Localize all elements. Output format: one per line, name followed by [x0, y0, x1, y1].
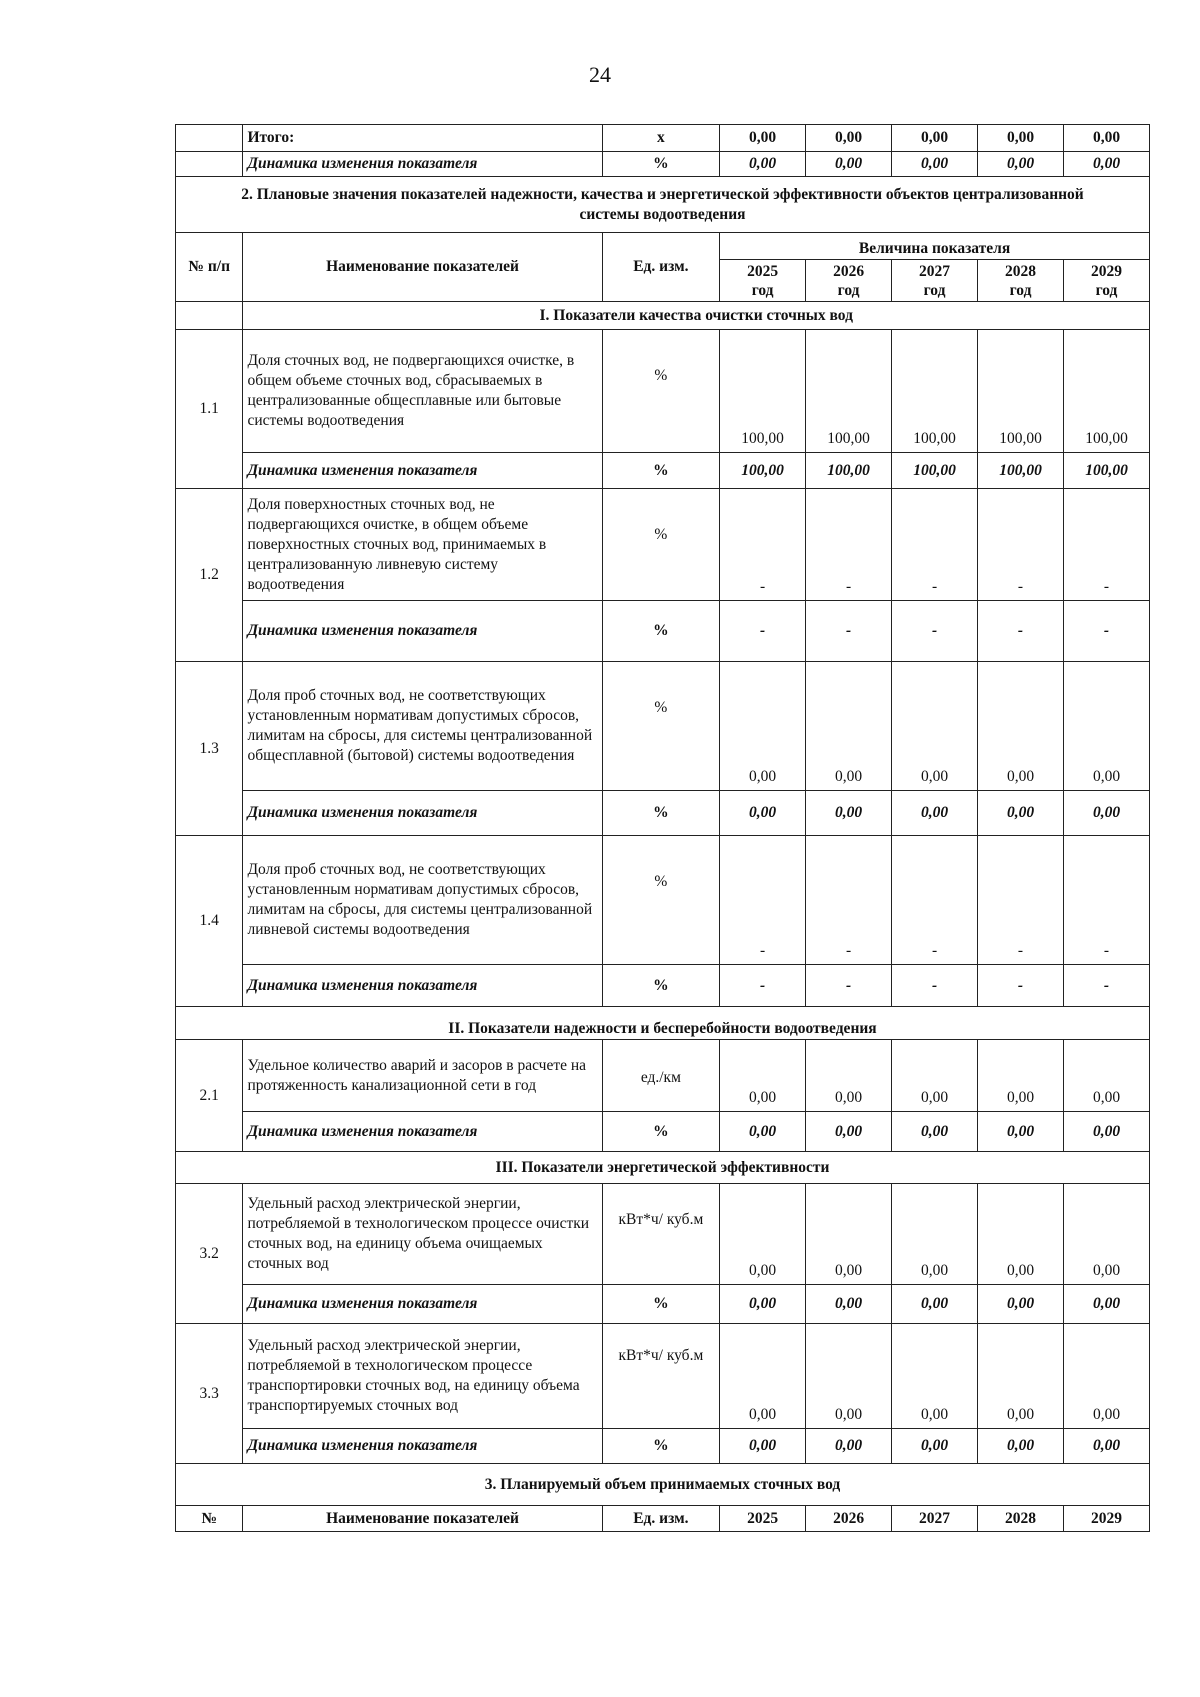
row-number: 1.2 — [176, 489, 243, 662]
indicator-value: - — [892, 489, 978, 601]
dynamics-value: 0,00 — [978, 1429, 1064, 1464]
indicator-unit: % — [602, 330, 720, 453]
section-3-header-unit: Ед. изм. — [602, 1506, 720, 1532]
dynamics-label: Динамика изменения показателя — [243, 791, 602, 836]
dynamics-value: - — [1064, 965, 1150, 1007]
total-value: 0,00 — [1064, 125, 1150, 152]
indicator-value: - — [1064, 836, 1150, 965]
row-number: 1.3 — [176, 662, 243, 836]
indicator-value: 0,00 — [720, 1184, 806, 1285]
dynamics-row — [176, 965, 1150, 1007]
group-3-title: III. Показатели энергетической эффективности — [176, 1152, 1150, 1184]
section-heading-row — [176, 177, 1150, 233]
indicator-value: 0,00 — [806, 1324, 892, 1429]
header-year: 2029 год — [1064, 260, 1150, 302]
dynamics-label: Динамика изменения показателя — [243, 453, 602, 489]
dynamics-label: Динамика изменения показателя — [243, 1112, 602, 1152]
page-number: 24 — [589, 62, 611, 87]
dynamics-label: Динамика изменения показателя — [243, 601, 602, 662]
indicator-row — [176, 1040, 1150, 1112]
indicator-unit: % — [602, 489, 720, 601]
dynamics-value: 100,00 — [892, 453, 978, 489]
section-3-header-year: 2029 — [1064, 1506, 1150, 1532]
dynamics-label: Динамика изменения показателя — [243, 1429, 602, 1464]
dynamics-value: 0,00 — [806, 152, 892, 177]
dynamics-value: 0,00 — [978, 791, 1064, 836]
dynamics-value: - — [892, 965, 978, 1007]
dynamics-unit: % — [602, 1285, 720, 1324]
dynamics-value: 0,00 — [1064, 152, 1150, 177]
group-2-title: II. Показатели надежности и бесперебойности водоотведения — [176, 1007, 1150, 1040]
indicator-value: - — [806, 489, 892, 601]
row-number: 1.4 — [176, 836, 243, 1007]
dynamics-unit: % — [602, 965, 720, 1007]
dynamics-value: 0,00 — [892, 1112, 978, 1152]
total-row — [176, 125, 1150, 152]
dynamics-value: 0,00 — [892, 1429, 978, 1464]
dynamics-value: 0,00 — [892, 1285, 978, 1324]
dynamics-value: 0,00 — [720, 791, 806, 836]
dynamics-value: 0,00 — [720, 1112, 806, 1152]
indicator-value: - — [978, 489, 1064, 601]
section-3-header-name: Наименование показателей — [243, 1506, 602, 1532]
dynamics-value: 0,00 — [806, 1112, 892, 1152]
dynamics-row — [176, 791, 1150, 836]
header-year: 2026 год — [806, 260, 892, 302]
indicator-unit: ед./км — [602, 1040, 720, 1112]
dynamics-value: 0,00 — [720, 1285, 806, 1324]
section-3-header-year: 2028 — [978, 1506, 1064, 1532]
indicator-value: 0,00 — [720, 662, 806, 791]
dynamics-value: 0,00 — [806, 791, 892, 836]
indicator-value: 0,00 — [1064, 1324, 1150, 1429]
dynamics-unit: % — [602, 601, 720, 662]
indicator-value: - — [892, 836, 978, 965]
section-3-header-year: 2027 — [892, 1506, 978, 1532]
header-year: 2027 год — [892, 260, 978, 302]
row-number: 1.1 — [176, 330, 243, 489]
dynamics-value: 100,00 — [978, 453, 1064, 489]
indicator-value: - — [1064, 489, 1150, 601]
dynamics-value: 0,00 — [1064, 791, 1150, 836]
total-value: 0,00 — [806, 125, 892, 152]
dynamics-value: 100,00 — [720, 453, 806, 489]
dynamics-value: 100,00 — [806, 453, 892, 489]
group-1-title: I. Показатели качества очистки сточных вод — [243, 302, 1150, 330]
dynamics-value: - — [720, 601, 806, 662]
indicator-value: - — [720, 489, 806, 601]
indicator-value: 0,00 — [806, 1040, 892, 1112]
indicator-row — [176, 1184, 1150, 1285]
dynamics-row — [176, 1429, 1150, 1464]
section-3-title: 3. Планируемый объем принимаемых сточных вод — [176, 1464, 1150, 1506]
indicator-value: 0,00 — [806, 662, 892, 791]
indicator-row — [176, 1324, 1150, 1429]
indicator-name: Доля поверхностных сточных вод, не подвергающихся очистке, в общем объеме поверхностных сточных вод, принимаемых в централизованную ливневую систему водоотведения — [243, 489, 602, 601]
dynamics-label: Динамика изменения показателя — [243, 1285, 602, 1324]
dynamics-value: 0,00 — [978, 152, 1064, 177]
total-value: 0,00 — [720, 125, 806, 152]
indicator-value: 0,00 — [978, 1184, 1064, 1285]
indicator-name: Доля проб сточных вод, не соответствующих установленным нормативам допустимых сбросов, лимитам на сбросы, для системы централизованной общесплавной (бытовой) системы водоотведения — [243, 662, 602, 791]
dynamics-label: Динамика изменения показателя — [243, 965, 602, 1007]
section-3-header-num: № — [176, 1506, 243, 1532]
dynamics-value: 0,00 — [892, 152, 978, 177]
dynamics-value: - — [978, 601, 1064, 662]
header-year: 2025 год — [720, 260, 806, 302]
total-value: 0,00 — [892, 125, 978, 152]
indicator-value: - — [720, 836, 806, 965]
indicator-value: 0,00 — [892, 1040, 978, 1112]
dynamics-value: 0,00 — [806, 1285, 892, 1324]
dynamics-value: - — [806, 601, 892, 662]
dynamics-value: 0,00 — [1064, 1285, 1150, 1324]
group-heading-row — [176, 1152, 1150, 1184]
indicator-name: Доля проб сточных вод, не соответствующих установленным нормативам допустимых сбросов, лимитам на сбросы, для системы централизованной ливневой системы водоотведения — [243, 836, 602, 965]
dynamics-value: 0,00 — [978, 1285, 1064, 1324]
dynamics-value: 0,00 — [720, 1429, 806, 1464]
section-heading-row — [176, 1464, 1150, 1506]
indicator-value: - — [806, 836, 892, 965]
header-row — [176, 233, 1150, 260]
indicator-row — [176, 489, 1150, 601]
header-year: 2028 год — [978, 260, 1064, 302]
indicator-value: 0,00 — [892, 662, 978, 791]
dynamics-row — [176, 601, 1150, 662]
indicator-name: Доля сточных вод, не подвергающихся очистке, в общем объеме сточных вод, сбрасываемых в централизованные общесплавные или бытовые системы водоотведения — [243, 330, 602, 453]
dynamics-value: 0,00 — [1064, 1429, 1150, 1464]
indicator-value: 0,00 — [806, 1184, 892, 1285]
dynamics-value: - — [978, 965, 1064, 1007]
indicator-unit: кВт*ч/ куб.м — [602, 1324, 720, 1429]
indicator-row — [176, 330, 1150, 453]
group-heading-row — [176, 1007, 1150, 1040]
indicator-value: 100,00 — [978, 330, 1064, 453]
dynamics-row — [176, 1112, 1150, 1152]
indicator-name: Удельный расход электрической энергии, потребляемой в технологическом процессе транспортировки сточных вод, на единицу объема транспортируемых сточных вод — [243, 1324, 602, 1429]
dynamics-unit: % — [602, 152, 720, 177]
section-3-header-row — [176, 1506, 1150, 1532]
dynamics-value: - — [720, 965, 806, 1007]
indicator-value: 0,00 — [892, 1324, 978, 1429]
indicator-row — [176, 662, 1150, 791]
dynamics-value: - — [806, 965, 892, 1007]
indicator-unit: кВт*ч/ куб.м — [602, 1184, 720, 1285]
dynamics-value: 0,00 — [1064, 1112, 1150, 1152]
dynamics-row — [176, 1285, 1150, 1324]
indicator-value: 0,00 — [1064, 662, 1150, 791]
header-unit: Ед. изм. — [602, 233, 720, 302]
total-value: 0,00 — [978, 125, 1064, 152]
group-heading-row — [176, 302, 1150, 330]
dynamics-unit: % — [602, 1112, 720, 1152]
dynamics-value: 100,00 — [1064, 453, 1150, 489]
indicator-value: 0,00 — [978, 1324, 1064, 1429]
header-value-group: Величина показателя — [720, 233, 1150, 260]
indicator-value: 100,00 — [1064, 330, 1150, 453]
indicator-value: 0,00 — [1064, 1040, 1150, 1112]
section-3-header-year: 2025 — [720, 1506, 806, 1532]
indicator-unit: % — [602, 662, 720, 791]
dynamics-value: 0,00 — [720, 152, 806, 177]
dynamics-unit: % — [602, 1429, 720, 1464]
dynamics-row — [176, 453, 1150, 489]
dynamics-unit: % — [602, 791, 720, 836]
indicator-value: 0,00 — [1064, 1184, 1150, 1285]
indicators-table — [175, 124, 1150, 1532]
section-2-title: 2. Плановые значения показателей надежности, качества и энергетической эффективности объектов централизованной системы водоотведения — [176, 177, 1150, 233]
dynamics-label: Динамика изменения показателя — [243, 152, 602, 177]
indicator-name: Удельное количество аварий и засоров в расчете на протяженность канализационной сети в год — [243, 1040, 602, 1112]
indicator-value: - — [978, 836, 1064, 965]
header-name: Наименование показателей — [243, 233, 602, 302]
dynamics-value: 0,00 — [978, 1112, 1064, 1152]
indicator-unit: % — [602, 836, 720, 965]
header-num: № п/п — [176, 233, 243, 302]
total-label: Итого: — [243, 125, 602, 152]
indicator-name: Удельный расход электрической энергии, потребляемой в технологическом процессе очистки сточных вод, на единицу объема очищаемых сточных вод — [243, 1184, 602, 1285]
indicator-value: 100,00 — [806, 330, 892, 453]
dynamics-value: 0,00 — [892, 791, 978, 836]
indicator-value: 0,00 — [892, 1184, 978, 1285]
total-unit: х — [602, 125, 720, 152]
indicator-value: 0,00 — [978, 662, 1064, 791]
indicator-value: 0,00 — [720, 1040, 806, 1112]
indicator-row — [176, 836, 1150, 965]
dynamics-unit: % — [602, 453, 720, 489]
row-number: 3.3 — [176, 1324, 243, 1464]
total-dynamics-row — [176, 152, 1150, 177]
section-3-header-year: 2026 — [806, 1506, 892, 1532]
dynamics-value: - — [1064, 601, 1150, 662]
dynamics-value: 0,00 — [806, 1429, 892, 1464]
dynamics-value: - — [892, 601, 978, 662]
indicator-value: 100,00 — [720, 330, 806, 453]
indicator-value: 0,00 — [978, 1040, 1064, 1112]
row-number: 3.2 — [176, 1184, 243, 1324]
indicator-value: 100,00 — [892, 330, 978, 453]
indicator-value: 0,00 — [720, 1324, 806, 1429]
row-number: 2.1 — [176, 1040, 243, 1152]
